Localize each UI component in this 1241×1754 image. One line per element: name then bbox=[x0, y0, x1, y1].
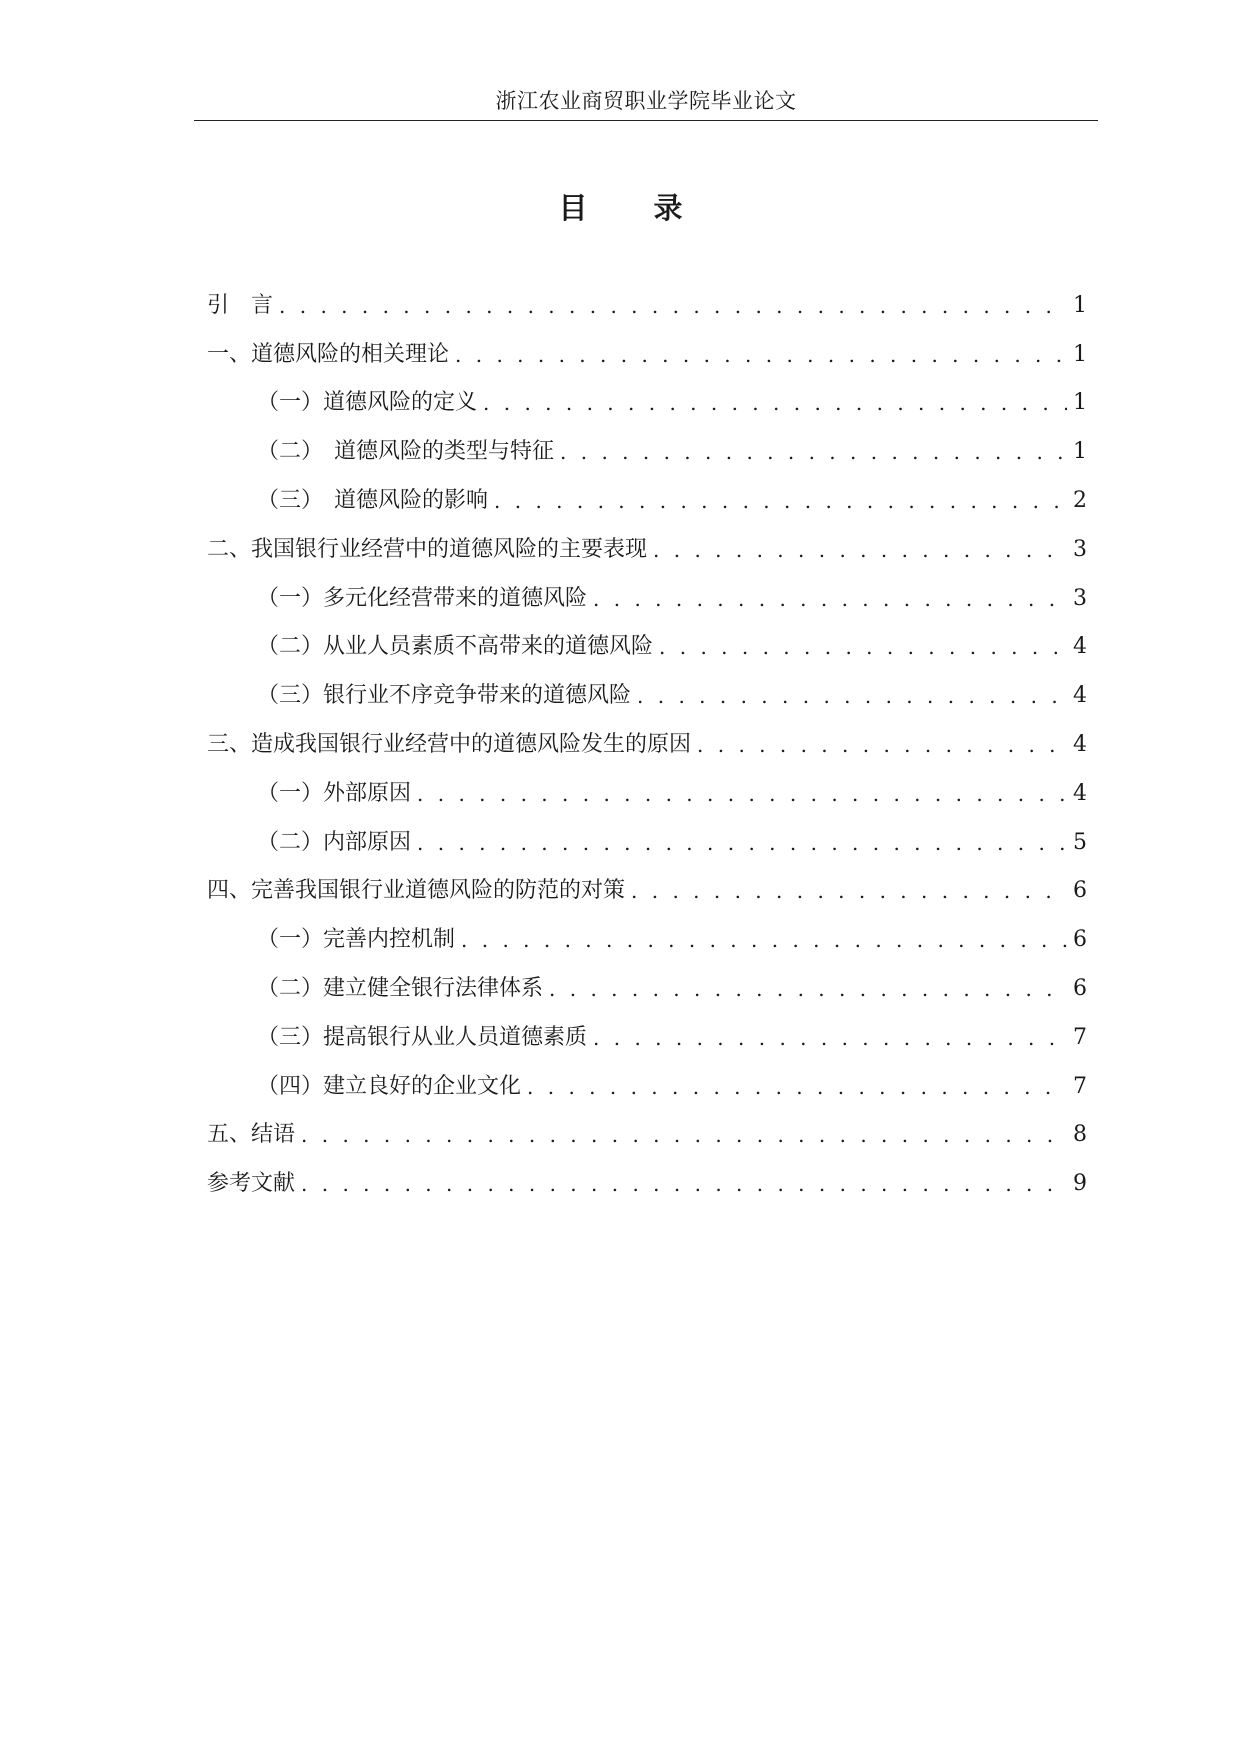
toc-entry[interactable] bbox=[207, 960, 1087, 1009]
toc-leader-dots bbox=[417, 774, 1067, 814]
toc-leader-dots bbox=[279, 286, 1067, 326]
toc-leader-dots bbox=[637, 676, 1067, 716]
toc-leader-dots bbox=[697, 725, 1067, 765]
toc-entry[interactable] bbox=[207, 570, 1087, 619]
toc-page-number: 5 bbox=[1073, 829, 1087, 855]
toc-entry[interactable] bbox=[207, 814, 1087, 863]
toc-entry-label: （三）银行业不序竞争带来的道德风险 bbox=[257, 683, 632, 709]
toc-page-number: 2 bbox=[1073, 487, 1087, 513]
toc-entry[interactable] bbox=[207, 521, 1087, 570]
toc-leader-dots bbox=[494, 481, 1067, 521]
toc-entry-label: 参考文献 bbox=[207, 1171, 296, 1197]
toc-entry[interactable] bbox=[207, 1107, 1087, 1156]
page-header bbox=[194, 86, 1098, 121]
toc-leader-dots bbox=[659, 627, 1067, 667]
toc-leader-dots bbox=[483, 383, 1067, 423]
toc-entry-label: 引 言 bbox=[207, 292, 274, 318]
toc-page-number: 4 bbox=[1073, 731, 1087, 757]
toc-leader-dots bbox=[593, 579, 1067, 619]
toc-page-number: 4 bbox=[1073, 634, 1087, 660]
toc-leader-dots bbox=[301, 1115, 1067, 1155]
toc-page-number: 7 bbox=[1073, 1024, 1087, 1050]
toc-page-number: 1 bbox=[1073, 439, 1087, 465]
toc-page-number: 1 bbox=[1073, 292, 1087, 318]
title-char: 目 bbox=[558, 191, 588, 225]
toc-entry-label: 五、结语 bbox=[207, 1122, 296, 1148]
toc-page-number: 9 bbox=[1073, 1171, 1087, 1197]
toc-entry[interactable] bbox=[207, 472, 1087, 521]
toc-page-number: 6 bbox=[1073, 975, 1087, 1001]
toc-entry[interactable] bbox=[207, 326, 1087, 375]
toc-entry-label: （二） 道德风险的类型与特征 bbox=[257, 439, 555, 465]
table-of-contents bbox=[207, 277, 1087, 1204]
toc-entry-label: （一）多元化经营带来的道德风险 bbox=[257, 585, 588, 611]
toc-page-number: 3 bbox=[1073, 585, 1087, 611]
toc-entry[interactable] bbox=[207, 911, 1087, 960]
toc-entry[interactable] bbox=[207, 619, 1087, 668]
toc-entry-label: （三） 道德风险的影响 bbox=[257, 487, 489, 513]
toc-entry-label: （一）外部原因 bbox=[257, 780, 412, 806]
toc-entry[interactable] bbox=[207, 1009, 1087, 1058]
toc-entry[interactable] bbox=[207, 277, 1087, 326]
toc-entry-label: （一）道德风险的定义 bbox=[257, 390, 478, 416]
toc-entry-label: （四）建立良好的企业文化 bbox=[257, 1073, 522, 1099]
toc-leader-dots bbox=[593, 1018, 1067, 1058]
toc-page-number: 6 bbox=[1073, 878, 1087, 904]
page-title bbox=[0, 188, 1241, 228]
toc-leader-dots bbox=[455, 335, 1067, 375]
toc-entry[interactable] bbox=[207, 1058, 1087, 1107]
toc-leader-dots bbox=[301, 1164, 1067, 1204]
toc-entry-label: 三、造成我国银行业经营中的道德风险发生的原因 bbox=[207, 731, 692, 757]
toc-leader-dots bbox=[549, 969, 1067, 1009]
toc-entry[interactable] bbox=[207, 667, 1087, 716]
toc-entry[interactable] bbox=[207, 423, 1087, 472]
toc-leader-dots bbox=[560, 432, 1067, 472]
toc-entry-label: 四、完善我国银行业道德风险的防范的对策 bbox=[207, 878, 626, 904]
toc-leader-dots bbox=[653, 530, 1067, 570]
toc-entry[interactable] bbox=[207, 716, 1087, 765]
toc-leader-dots bbox=[461, 920, 1067, 960]
title-char: 录 bbox=[653, 191, 683, 225]
toc-entry[interactable] bbox=[207, 765, 1087, 814]
toc-page-number: 3 bbox=[1073, 536, 1087, 562]
toc-leader-dots bbox=[527, 1067, 1067, 1107]
toc-entry[interactable] bbox=[207, 375, 1087, 424]
toc-entry-label: （二）从业人员素质不高带来的道德风险 bbox=[257, 634, 654, 660]
toc-entry-label: （一）完善内控机制 bbox=[257, 927, 456, 953]
toc-entry[interactable] bbox=[207, 863, 1087, 912]
toc-page-number: 1 bbox=[1073, 390, 1087, 416]
toc-entry-label: （三）提高银行从业人员道德素质 bbox=[257, 1024, 588, 1050]
toc-page-number: 4 bbox=[1073, 683, 1087, 709]
toc-entry-label: 二、我国银行业经营中的道德风险的主要表现 bbox=[207, 536, 648, 562]
toc-leader-dots bbox=[417, 823, 1067, 863]
toc-page-number: 7 bbox=[1073, 1073, 1087, 1099]
toc-entry-label: 一、道德风险的相关理论 bbox=[207, 341, 450, 367]
toc-leader-dots bbox=[631, 871, 1067, 911]
toc-page-number: 1 bbox=[1073, 341, 1087, 367]
toc-entry-label: （二）内部原因 bbox=[257, 829, 412, 855]
toc-entry[interactable] bbox=[207, 1155, 1087, 1204]
header-text: 浙江农业商贸职业学院毕业论文 bbox=[495, 89, 797, 113]
toc-entry-label: （二）建立健全银行法律体系 bbox=[257, 975, 544, 1001]
toc-page-number: 4 bbox=[1073, 780, 1087, 806]
toc-page-number: 6 bbox=[1073, 927, 1087, 953]
toc-page-number: 8 bbox=[1073, 1122, 1087, 1148]
